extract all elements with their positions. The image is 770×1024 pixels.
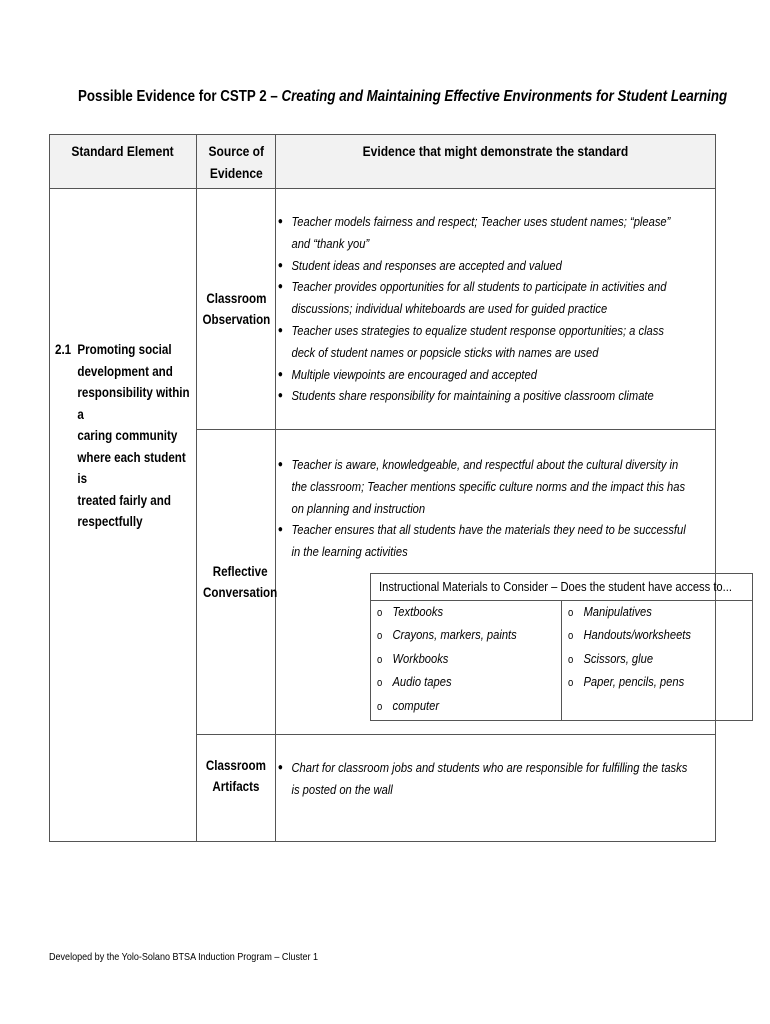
circle-bullet-icon: o <box>568 653 574 666</box>
list-item-text: Teacher provides opportunities for all students to participate in activities and discussions; individual whiteboards are used for guided practice <box>291 279 667 317</box>
material-item-text: Paper, pencils, pens <box>583 674 685 690</box>
standard-element-text <box>55 339 197 533</box>
list-item <box>276 320 689 364</box>
list-item <box>276 211 689 255</box>
material-item <box>377 671 535 695</box>
standard-description-line: respectfully <box>77 514 143 529</box>
standard-description-line: where each student is <box>77 449 186 486</box>
header-evidence: Evidence that might demonstrate the standard <box>276 135 716 189</box>
list-item-text: Student ideas and responses are accepted and valued <box>291 257 562 273</box>
list-item <box>276 276 689 320</box>
bullet-icon: ● <box>277 281 283 293</box>
material-item <box>568 648 726 672</box>
material-item-text: Crayons, markers, paints <box>392 627 517 643</box>
list-item <box>276 364 689 386</box>
source-classroom-artifacts: Classroom Artifacts <box>197 735 276 842</box>
standard-description-line: treated fairly and <box>77 492 171 508</box>
bullet-icon: ● <box>277 524 283 536</box>
circle-bullet-icon: o <box>377 700 383 713</box>
list-item <box>276 385 689 407</box>
list-item-text: Multiple viewpoints are encouraged and accepted <box>291 366 537 382</box>
material-item-text: computer <box>392 697 440 713</box>
bullet-icon: ● <box>277 216 283 227</box>
circle-bullet-icon: o <box>377 653 383 666</box>
materials-table <box>370 573 753 722</box>
material-item <box>377 624 535 648</box>
table-header-row <box>50 135 716 189</box>
bullet-icon: ● <box>277 390 283 402</box>
material-item-text: Handouts/worksheets <box>583 627 691 643</box>
bullet-icon: ● <box>277 762 283 773</box>
title-prefix: Possible Evidence for CSTP 2 – <box>78 88 282 105</box>
evidence-table <box>49 134 732 842</box>
title-italic: Creating and Maintaining Effective Environments for Student Learning <box>281 88 728 105</box>
material-item <box>377 648 535 672</box>
material-item <box>568 624 726 648</box>
list-item-text: Chart for classroom jobs and students who are responsible for fulfilling the tasks is posted on the wall <box>291 760 688 797</box>
standard-description <box>77 339 197 533</box>
standard-number: 2.1 <box>55 342 72 357</box>
bullet-icon: ● <box>277 324 283 336</box>
evidence-conversation <box>276 430 732 735</box>
list-item <box>276 519 689 563</box>
material-item <box>377 695 535 719</box>
list-item-text: Teacher is aware, knowledgeable, and respectful about the cultural diversity in the classroom; Teacher mentions specific culture norms and the impact this has on planning and instruction <box>291 457 686 516</box>
page-title <box>78 88 727 106</box>
circle-bullet-icon: o <box>568 630 574 643</box>
bullet-icon: ● <box>277 368 283 380</box>
observation-bullet-list <box>276 211 689 407</box>
circle-bullet-icon: o <box>377 677 383 690</box>
standard-description-line: development and <box>77 363 173 379</box>
conversation-bullet-list <box>276 454 689 563</box>
evidence-observation <box>276 189 716 430</box>
circle-bullet-icon: o <box>377 606 383 619</box>
list-item <box>276 255 689 277</box>
circle-bullet-icon: o <box>377 630 383 643</box>
standard-description-line: responsibility within a <box>77 385 190 422</box>
material-item-text: Scissors, glue <box>583 650 654 666</box>
material-item-text: Workbooks <box>392 650 449 666</box>
row-observation <box>50 189 716 430</box>
bullet-icon: ● <box>277 259 283 271</box>
artifacts-bullet-list <box>276 757 689 801</box>
standard-element-cell <box>50 189 197 842</box>
material-item <box>568 671 726 695</box>
circle-bullet-icon: o <box>568 677 574 690</box>
materials-left-column <box>371 600 562 721</box>
list-item <box>276 757 689 801</box>
list-item-text: Teacher uses strategies to equalize student response opportunities; a class deck of student names or popsicle sticks with names are used <box>291 322 664 360</box>
header-standard-element: Standard Element <box>50 135 197 189</box>
source-classroom-observation: Classroom Observation <box>197 189 276 430</box>
evidence-artifacts <box>276 735 716 842</box>
standard-description-line: Promoting social <box>77 342 172 357</box>
circle-bullet-icon: o <box>568 606 574 619</box>
list-item-text: Teacher ensures that all students have the materials they need to be successful in the learning activities <box>291 522 686 560</box>
materials-right-column <box>562 600 753 721</box>
list-item <box>276 454 689 519</box>
material-item <box>377 601 535 625</box>
material-item-text: Manipulatives <box>583 603 652 619</box>
material-item <box>568 601 726 625</box>
bullet-icon: ● <box>277 459 283 470</box>
materials-heading: Instructional Materials to Consider – Does the student have access to... <box>371 573 753 600</box>
list-item-text: Students share responsibility for maintaining a positive classroom climate <box>291 388 654 404</box>
standard-description-line: caring community <box>77 428 178 443</box>
list-item-text: Teacher models fairness and respect; Teacher uses student names; “please” and “thank you” <box>291 214 671 251</box>
material-item-text: Audio tapes <box>392 674 452 690</box>
footer-text: Developed by the Yolo-Solano BTSA Induction Program – Cluster 1 <box>49 951 319 963</box>
material-item-text: Textbooks <box>392 603 444 619</box>
source-reflective-conversation: Reflective Conversation <box>197 430 276 735</box>
header-source: Source of Evidence <box>197 135 276 189</box>
